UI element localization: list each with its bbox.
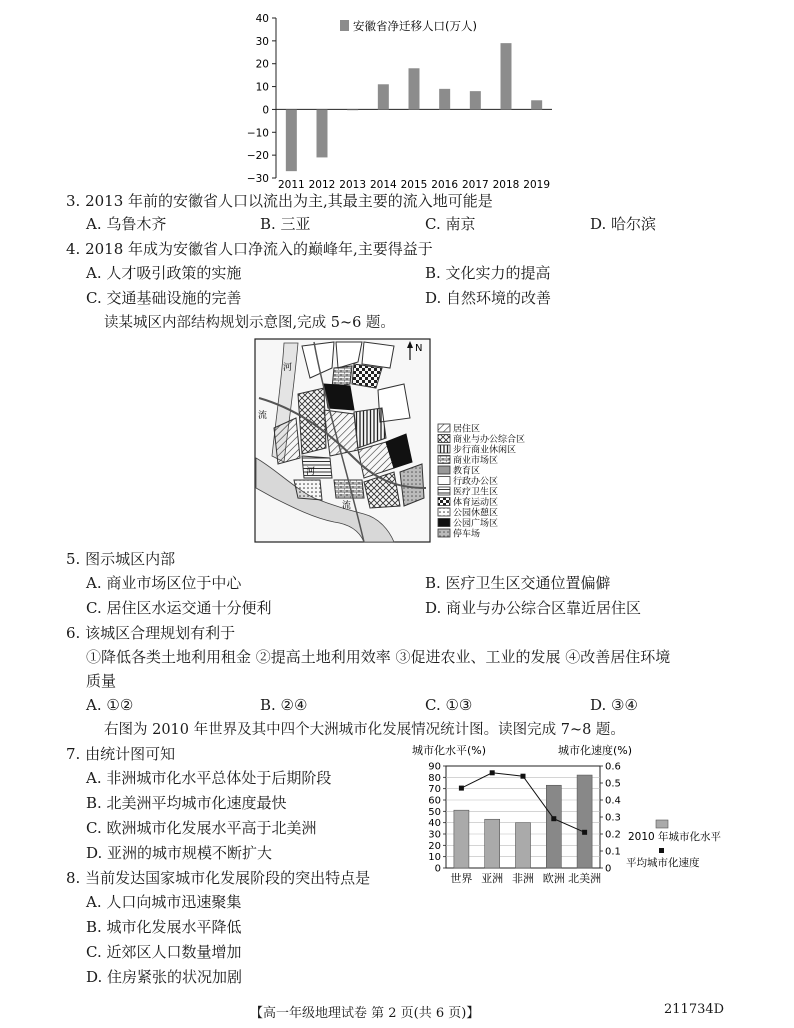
- top-x-tick-label: 2017: [461, 179, 489, 190]
- top-bar: [470, 91, 481, 109]
- q8-option-c: C. 近郊区人口数量增加: [86, 943, 242, 961]
- urb-bar: [485, 819, 500, 868]
- map-legend-swatch: [438, 424, 450, 432]
- q7-option-a: A. 非洲城市化水平总体处于后期阶段: [86, 769, 332, 787]
- top-legend-swatch: [340, 20, 349, 31]
- urb-speed-marker: [490, 770, 495, 775]
- top-bar: [531, 100, 542, 109]
- map-legend-swatch: [438, 477, 450, 485]
- top-x-tick-label: 2012: [308, 179, 336, 190]
- map-legend-swatch: [438, 456, 450, 464]
- urb-x-tick-label: 亚洲: [481, 872, 504, 885]
- q3-option-b: B. 三亚: [260, 215, 311, 233]
- top-x-tick-label: 2014: [369, 179, 397, 190]
- footer-page-info: 【高一年级地理试卷 第 2 页(共 6 页)】: [250, 1006, 480, 1021]
- q6-items-line2: 质量: [86, 672, 117, 690]
- map-legend-label: 居住区: [453, 424, 481, 435]
- q5-option-b: B. 医疗卫生区交通位置偏僻: [425, 574, 611, 592]
- top-x-tick-label: 2016: [431, 179, 459, 190]
- map-legend-swatch: [438, 487, 450, 495]
- map-legend-swatch: [438, 445, 450, 453]
- q8-option-b: B. 城市化发展水平降低: [86, 918, 242, 936]
- river-char-4: 流: [342, 501, 352, 511]
- north-label: N: [415, 343, 423, 354]
- urb-left-tick-label: 50: [428, 806, 441, 818]
- q6-option-a: A. ①②: [86, 696, 134, 714]
- urb-right-axis-title: 城市化速度(%): [558, 744, 633, 757]
- q6-stem: 6. 该城区合理规划有利于: [66, 624, 236, 642]
- urb-legend-line-label: 平均城市化速度: [626, 857, 700, 869]
- top-x-tick-label: 2015: [400, 179, 428, 190]
- q4-option-d: D. 自然环境的改善: [425, 289, 552, 307]
- q4-stem: 4. 2018 年成为安徽省人口净流入的巅峰年,主要得益于: [66, 240, 433, 258]
- q5-stem: 5. 图示城区内部: [66, 550, 176, 568]
- q7-stem: 7. 由统计图可知: [66, 745, 176, 763]
- urb-left-tick-label: 40: [428, 818, 441, 830]
- top-bar: [347, 109, 358, 110]
- city-structure-map: [254, 338, 536, 544]
- map-legend-label: 体育运动区: [453, 498, 499, 508]
- q3-option-a: A. 乌鲁木齐: [86, 215, 167, 233]
- urb-speed-marker: [582, 830, 587, 835]
- intro-5-6: 读某城区内部结构规划示意图,完成 5~6 题。: [104, 315, 395, 331]
- map-legend-label: 步行商业休闲区: [453, 445, 517, 456]
- urb-legend-line-swatch: [659, 848, 664, 853]
- map-legend-label: 行政办公区: [453, 477, 499, 487]
- urb-speed-marker: [459, 786, 464, 791]
- urb-left-axis-title: 城市化水平(%): [412, 744, 487, 757]
- urbanization-chart: [408, 740, 748, 898]
- urb-left-tick-label: 10: [428, 852, 441, 864]
- top-bar: [317, 109, 328, 157]
- map-legend-swatch: [438, 529, 450, 537]
- map-legend-label: 教育区: [453, 466, 481, 477]
- q6-option-c: C. ①③: [425, 696, 473, 714]
- urb-speed-marker: [551, 816, 556, 821]
- map-legend-swatch: [438, 498, 450, 506]
- q7-option-b: B. 北美洲平均城市化速度最快: [86, 794, 287, 812]
- q8-stem: 8. 当前发达国家城市化发展阶段的突出特点是: [66, 869, 371, 887]
- top-x-tick-label: 2018: [492, 179, 520, 190]
- top-y-tick-label: −30: [246, 173, 269, 185]
- top-y-tick-label: 20: [255, 58, 269, 71]
- top-bar: [286, 109, 297, 171]
- top-x-tick-label: 2013: [339, 179, 367, 190]
- urb-bar: [577, 775, 592, 868]
- urb-right-tick-label: 0: [605, 863, 612, 875]
- map-legend-label: 商业与办公综合区: [453, 435, 526, 445]
- river-char-3: 河: [306, 467, 316, 477]
- top-x-tick-label: 2019: [523, 179, 551, 190]
- map-legend-label: 公园休憩区: [453, 508, 499, 519]
- urb-right-tick-label: 0.6: [605, 761, 621, 773]
- map-legend-swatch: [438, 519, 450, 527]
- map-legend-swatch: [438, 508, 450, 516]
- map-legend-label: 商业市场区: [453, 456, 499, 466]
- top-y-tick-label: −20: [246, 150, 269, 163]
- map-legend-swatch: [438, 466, 450, 474]
- urb-bar: [516, 823, 531, 868]
- urb-right-tick-label: 0.1: [605, 846, 621, 858]
- top-y-tick-label: 0: [262, 104, 269, 117]
- urb-left-tick-label: 20: [428, 840, 441, 852]
- map-legend-label: 医疗卫生区: [453, 487, 499, 498]
- top-bar: [378, 84, 389, 109]
- q7-option-d: D. 亚洲的城市规模不断扩大: [86, 844, 273, 862]
- urb-right-tick-label: 0.3: [605, 812, 621, 824]
- q3-option-c: C. 南京: [425, 215, 476, 233]
- urb-x-tick-label: 欧洲: [542, 872, 565, 885]
- urb-left-tick-label: 0: [434, 863, 441, 875]
- urb-right-tick-label: 0.5: [605, 778, 621, 790]
- urb-left-tick-label: 60: [428, 795, 441, 807]
- q8-option-d: D. 住房紧张的状况加剧: [86, 968, 243, 986]
- top-x-tick-label: 2011: [277, 179, 305, 190]
- q6-option-b: B. ②④: [260, 696, 308, 714]
- map-legend: [438, 423, 525, 540]
- q3-option-d: D. 哈尔滨: [590, 215, 657, 233]
- urb-speed-marker: [521, 774, 526, 779]
- urb-left-tick-label: 70: [428, 784, 441, 796]
- urb-right-tick-label: 0.2: [605, 829, 621, 841]
- urb-bar: [454, 810, 469, 868]
- urb-left-tick-label: 30: [428, 829, 441, 841]
- urb-right-tick-label: 0.4: [605, 795, 621, 807]
- top-legend-label: 安徽省净迁移人口(万人): [353, 19, 477, 33]
- q4-option-b: B. 文化实力的提高: [425, 264, 551, 282]
- urb-x-tick-label: 北美洲: [568, 872, 602, 885]
- urb-left-tick-label: 80: [428, 772, 441, 784]
- top-y-tick-label: 10: [255, 81, 269, 94]
- urb-x-tick-label: 世界: [450, 872, 473, 885]
- q8-option-a: A. 人口向城市迅速聚集: [86, 893, 242, 911]
- river-char-1: 河: [283, 363, 293, 373]
- q6-option-d: D. ③④: [590, 696, 638, 714]
- q4-option-c: C. 交通基础设施的完善: [86, 289, 242, 307]
- urb-x-tick-label: 非洲: [512, 872, 534, 885]
- q5-option-d: D. 商业与办公综合区靠近居住区: [425, 599, 642, 617]
- top-y-tick-label: 40: [255, 13, 269, 25]
- map-legend-label: 停车场: [453, 529, 481, 540]
- urb-legend-bar-swatch: [656, 820, 668, 828]
- q3-stem: 3. 2013 年前的安徽省人口以流出为主,其最主要的流入地可能是: [66, 192, 493, 210]
- footer-code: 211734D: [664, 1002, 725, 1017]
- q5-option-c: C. 居住区水运交通十分便利: [86, 599, 272, 617]
- q4-option-a: A. 人才吸引政策的实施: [86, 264, 242, 282]
- urb-bar: [546, 785, 561, 868]
- q7-option-c: C. 欧洲城市化发展水平高于北美洲: [86, 819, 317, 837]
- top-y-tick-label: 30: [255, 35, 269, 48]
- map-legend-swatch: [438, 435, 450, 443]
- map-legend-label: 公园广场区: [453, 519, 499, 529]
- migration-chart: [240, 6, 560, 190]
- urb-legend-bar-label: 2010 年城市化水平: [628, 831, 722, 843]
- intro-7-8: 右图为 2010 年世界及其中四个大洲城市化发展情况统计图。读图完成 7~8 题。: [104, 722, 625, 738]
- q5-option-a: A. 商业市场区位于中心: [86, 574, 242, 592]
- top-bar: [409, 68, 420, 109]
- urb-left-tick-label: 90: [428, 761, 441, 773]
- top-bar: [501, 43, 512, 109]
- river-char-2: 流: [258, 411, 268, 421]
- top-y-tick-label: −10: [246, 127, 269, 140]
- q6-items-line1: ①降低各类土地利用租金 ②提高土地利用效率 ③促进农业、工业的发展 ④改善居住环境: [86, 648, 671, 666]
- top-bar: [439, 89, 450, 110]
